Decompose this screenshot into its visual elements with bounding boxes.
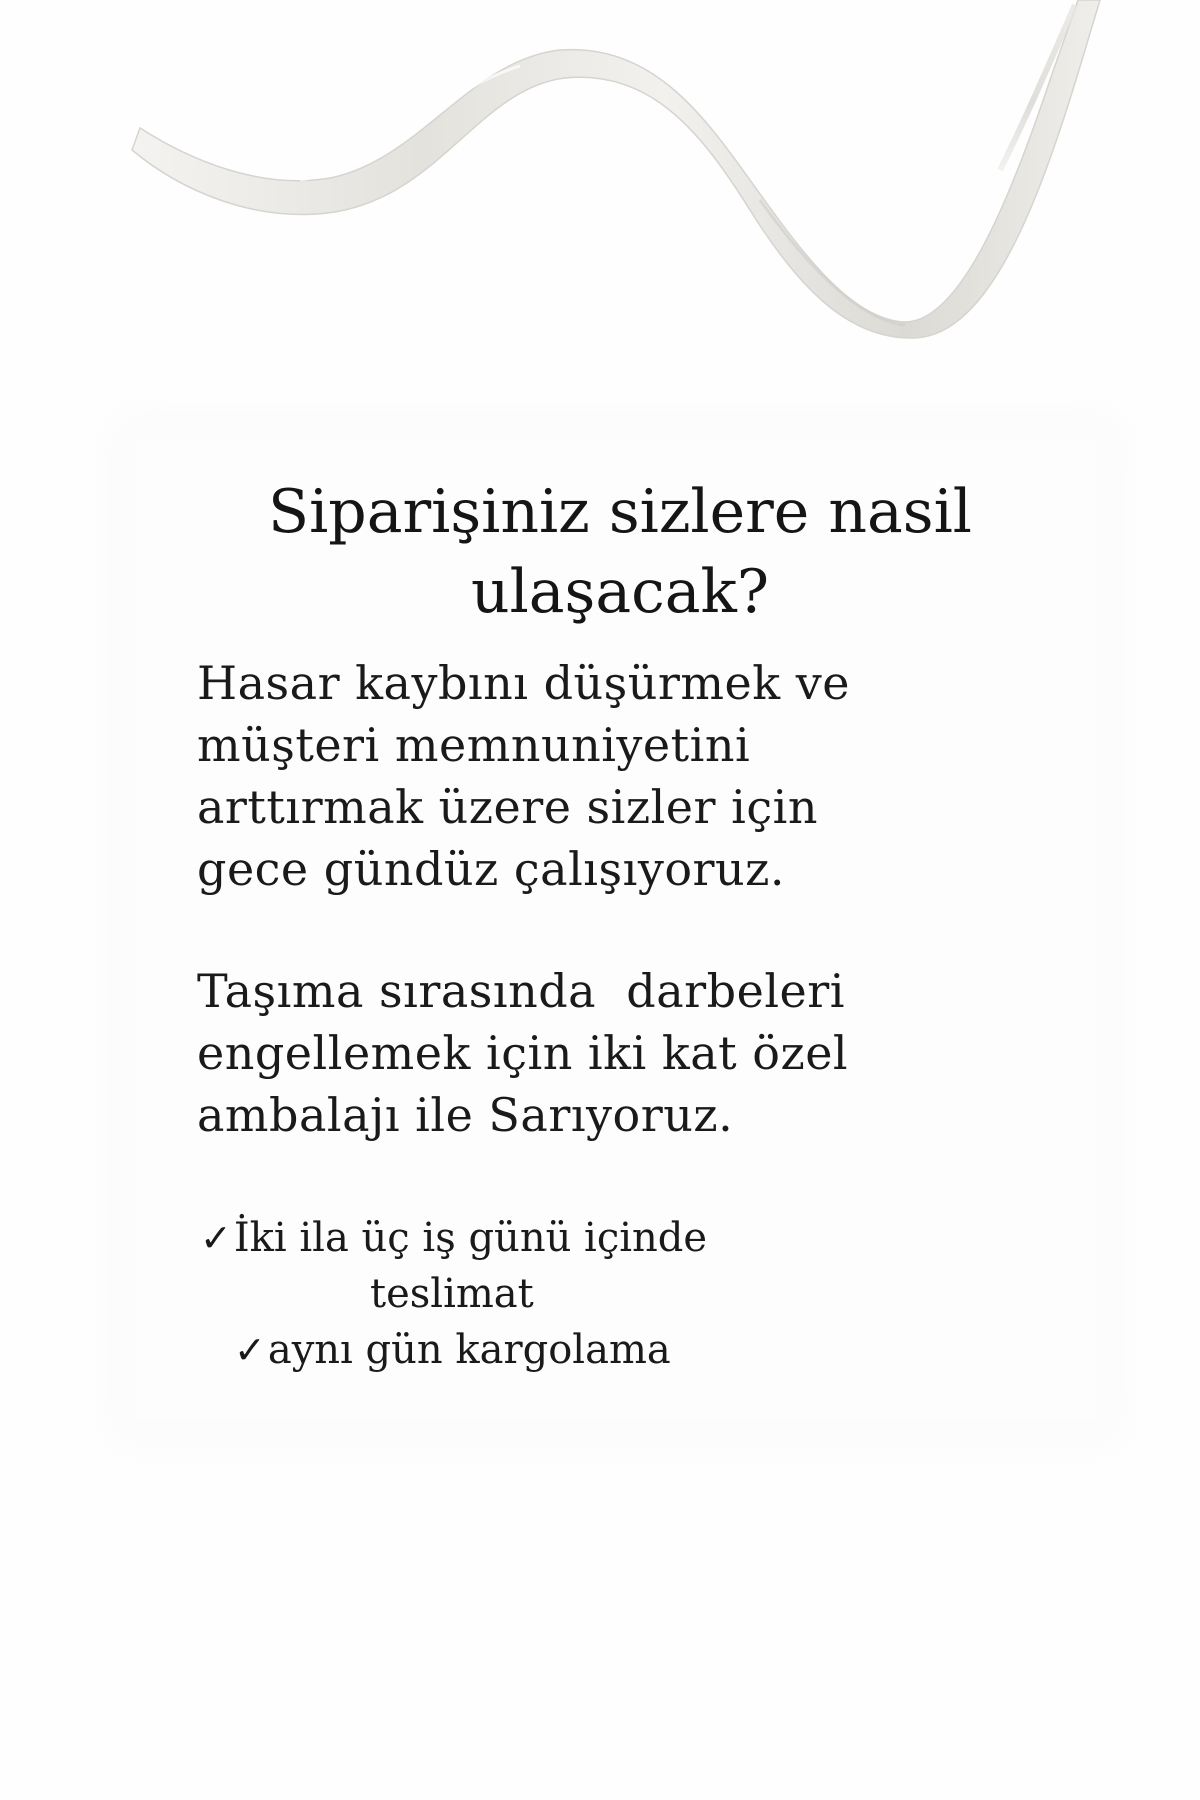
feature-item-same-day <box>200 1322 800 1378</box>
feature-list <box>200 1210 800 1378</box>
checkmark-icon: ✓ <box>200 1216 232 1260</box>
paragraph1-line-2: müşteri memnuniyetini <box>197 718 751 772</box>
paragraph1-line-3: arttırmak üzere sizler için <box>197 780 818 834</box>
feature-same-day-text: aynı gün kargolama <box>267 1327 671 1373</box>
feature-delivery-text: İki ila üç iş günü içinde <box>233 1215 708 1261</box>
paragraph1-line-4: gece gündüz çalışıyoruz. <box>197 842 785 896</box>
paragraph2-line-3: ambalajı ile Sarıyoruz. <box>197 1088 734 1142</box>
feature-item-delivery-cont: teslimat <box>370 1271 534 1317</box>
paragraph2-line-2: engellemek için iki kat özel <box>197 1026 849 1080</box>
title-line-2: ulaşacak? <box>470 557 770 627</box>
page-title <box>240 472 1000 632</box>
ribbon-decoration <box>0 0 1200 360</box>
title-line-1: Siparişiniz sizlere nasil <box>268 477 972 547</box>
paragraph1-line-1: Hasar kaybını düşürmek ve <box>197 656 850 710</box>
paragraph2-line-1: Taşıma sırasında darbeleri <box>197 964 845 1018</box>
paragraph-packaging <box>197 960 957 1146</box>
paragraph-damage-reduction <box>197 652 957 900</box>
checkmark-icon: ✓ <box>234 1328 266 1372</box>
feature-item-delivery <box>200 1210 800 1266</box>
